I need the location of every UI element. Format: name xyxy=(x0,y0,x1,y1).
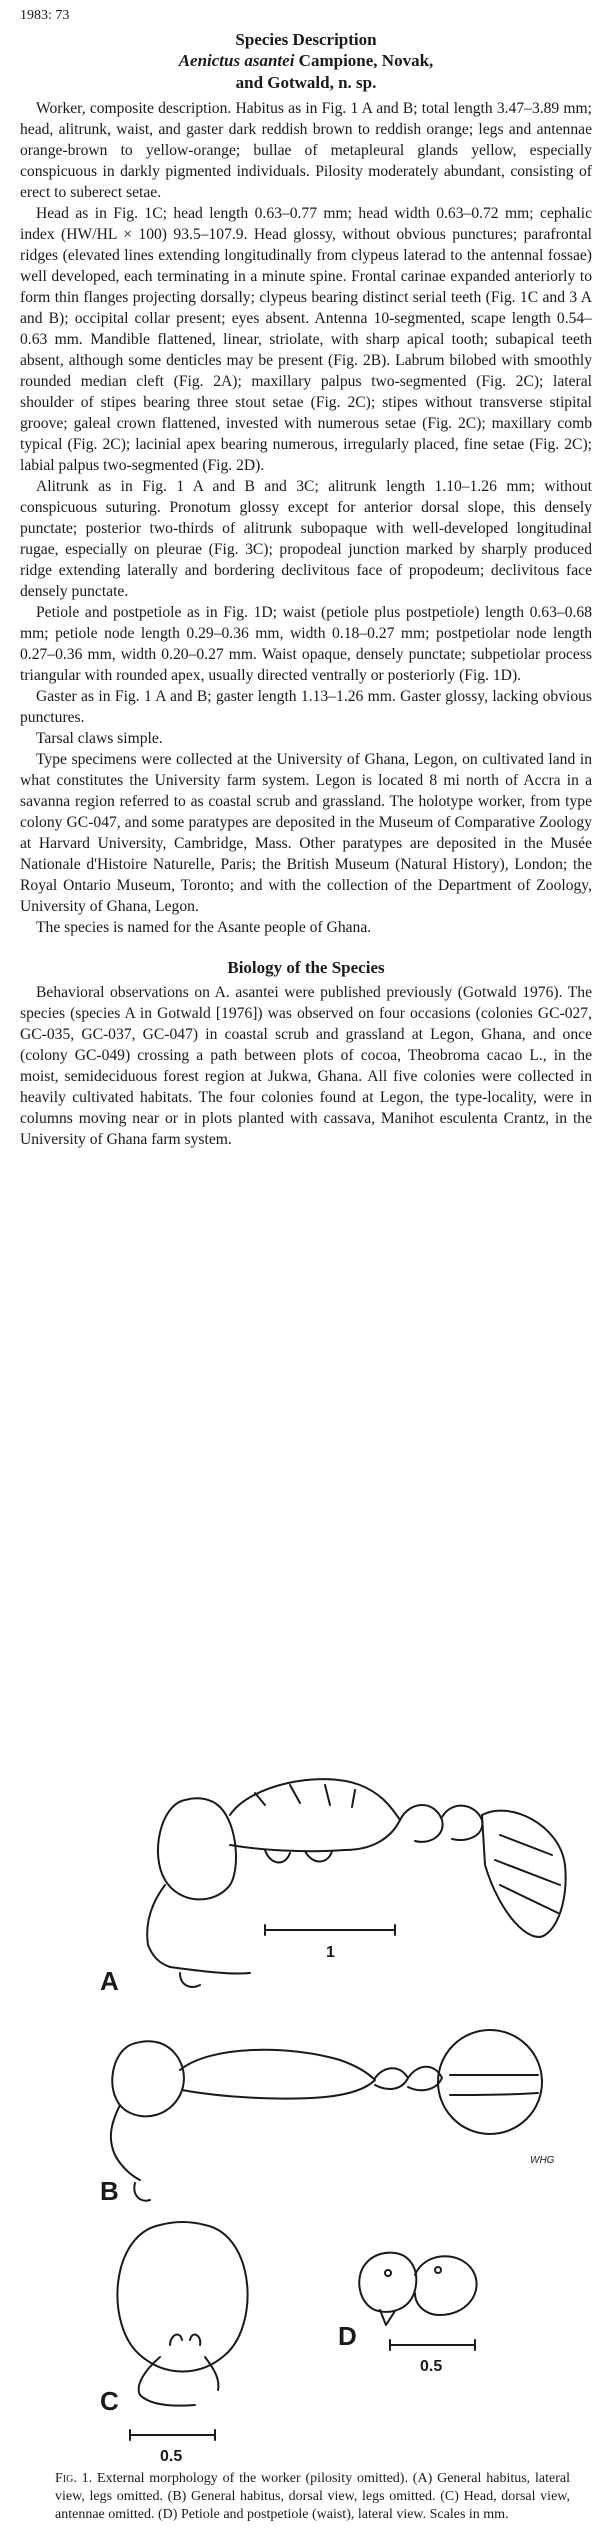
paragraph-gaster: Gaster as in Fig. 1 A and B; gaster length 1.13–1.26 mm. Gaster glossy, lacking obvious punctures. xyxy=(20,688,592,726)
paragraph-alitrunk: Alitrunk as in Fig. 1 A and B and 3C; alitrunk length 1.10–1.26 mm; without conspicuous suturing. Pronotum glossy except for anterior dorsal slope, this densely punctate; posterior two-thirds of alitrunk subopaque with well-developed longitudinal rugae, especially on pleurae (Fig. 3C); propodeal junction marked by sharply produced ridge extending laterally and bordering declivitous face of propodeum; declivitous face densely punctate. xyxy=(20,478,592,600)
artist-signature: WHG xyxy=(530,2155,555,2166)
habitus-dorsal-drawing xyxy=(111,2030,542,2201)
species-description-section xyxy=(20,30,592,1150)
petiole-postpetiole-drawing xyxy=(359,2253,476,2325)
figure-1-drawing xyxy=(90,1745,570,2465)
species-name: Aenictus asantei xyxy=(178,51,295,70)
figure-label-a: A xyxy=(100,1966,119,1996)
paragraph-worker-description: Worker, composite description. Habitus as in Fig. 1 A and B; total length 3.47–3.89 mm; head, alitrunk, waist, and gaster dark reddish brown to reddish orange; legs and antennae orange-brown to yellow-orange; bullae of metapleural glands yellow, especially conspicuous in darkly pigmented individuals. Pilosity moderately abundant, consisting of erect to suberect setae. xyxy=(20,100,592,201)
habitus-lateral-drawing xyxy=(147,1779,565,1987)
paragraph-biology: Behavioral observations on A. asantei were published previously (Gotwald 1976). The species (species A in Gotwald [1976]) was observed on four occasions (colonies GC-027, GC-035, GC-037, GC-047) in coastal scrub and grassland at Legon, Ghana, and once (colony GC-049) crossing a path between plots of cocoa, Theobroma cacao L., in the moist, semideciduous forest region at Jukwa, Ghana. All five colonies were collected in heavily cultivated habitats. The four colonies found at Legon, the type-locality, were in columns moving near or in plots planted with cassava, Manihot esculenta Crantz, in the University of Ghana farm system. xyxy=(20,984,592,1148)
head-dorsal-drawing xyxy=(117,2222,247,2406)
species-title xyxy=(20,50,592,72)
authors-line-1: Campione, Novak, xyxy=(298,51,434,70)
figure-label-c: C xyxy=(100,2386,119,2416)
scale-label-a: 1 xyxy=(326,1944,335,1961)
authors-line-2: and Gotwald, n. sp. xyxy=(235,73,377,92)
paragraph-head: Head as in Fig. 1C; head length 0.63–0.77 mm; head width 0.63–0.72 mm; cephalic index (HW/HL × 100) 93.5–107.9. Head glossy, without obvious punctures; parafrontal ridges (elevated lines extending longitudinally from clypeus laterad to the antennal fossae) well developed, each terminating in a minute spine. Frontal carinae expanded anteriorly to form thin flanges projecting dorsally; clypeus bearing distinct serial teeth (Fig. 1C and 3 A and B); occipital collar present; eyes absent. Antenna 10-segmented, scape length 0.54–0.63 mm. Mandible flattened, linear, striolate, with sharp apical tooth; subapical teeth absent, although some denticles may be present (Fig. 2B). Labrum bilobed with smoothly rounded median cleft (Fig. 2A); maxillary palpus two-segmented (Fig. 2C); lateral shoulder of stipes bearing three stout setae (Fig. 2C); stipes without transverse stipital groove; galeal crown flattened, invested with numerous setae (Fig. 2C); maxillary comb typical (Fig. 2C); lacinial apex bearing numerous, irregularly placed, fine setae (Fig. 2C); labial palpus two-segmented (Fig. 2D). xyxy=(20,205,592,474)
section-heading-biology: Biology of the Species xyxy=(227,958,385,977)
caption-text: External morphology of the worker (pilosity omitted). (A) General habitus, lateral view, legs omitted. (B) General habitus, dorsal view, legs omitted. (C) Head, dorsal view, antennae omitted. (D) Petiole and postpetiole (waist), lateral view. Scales in mm. xyxy=(55,2471,570,2522)
figure-label-d: D xyxy=(338,2321,357,2351)
scale-label-c: 0.5 xyxy=(160,2448,183,2465)
scale-label-d: 0.5 xyxy=(420,2358,443,2375)
paragraph-type-specimens: Type specimens were collected at the University of Ghana, Legon, on cultivated land in what constitutes the University farm system. Legon is located 8 mi north of Accra in a savanna region referred to as coastal scrub and grassland. The holotype worker, from type colony GC-047, and some paratypes are deposited in the Museum of Comparative Zoology at Harvard University, Cambridge, Mass. Other paratypes are deposited in the Musée Nationale d'Histoire Naturelle, Paris; the British Museum (Natural History), London; the Royal Ontario Museum, Toronto; and with the collection of the Department of Zoology, University of Ghana, Legon. xyxy=(20,751,592,915)
paragraph-etymology: The species is named for the Asante people of Ghana. xyxy=(36,919,372,936)
paragraph-tarsal-claws: Tarsal claws simple. xyxy=(36,730,163,747)
paragraph-petiole: Petiole and postpetiole as in Fig. 1D; waist (petiole plus postpetiole) length 0.63–0.68 mm; petiole node length 0.29–0.36 mm, width 0.18–0.27 mm; postpetiolar node length 0.27–0.36 mm, width 0.20–0.27 mm. Waist opaque, densely punctate; subpetiolar process triangular with rounded apex, usually directed ventrally or posteriorly (Fig. 1D). xyxy=(20,604,592,684)
running-head: 1983: 73 xyxy=(20,8,70,23)
caption-label: Fig. 1. xyxy=(55,2471,93,2486)
section-heading-species-description: Species Description xyxy=(235,30,377,49)
figure-1-caption xyxy=(55,2470,570,2524)
figure-1 xyxy=(90,1745,570,2465)
figure-label-b: B xyxy=(100,2176,119,2206)
